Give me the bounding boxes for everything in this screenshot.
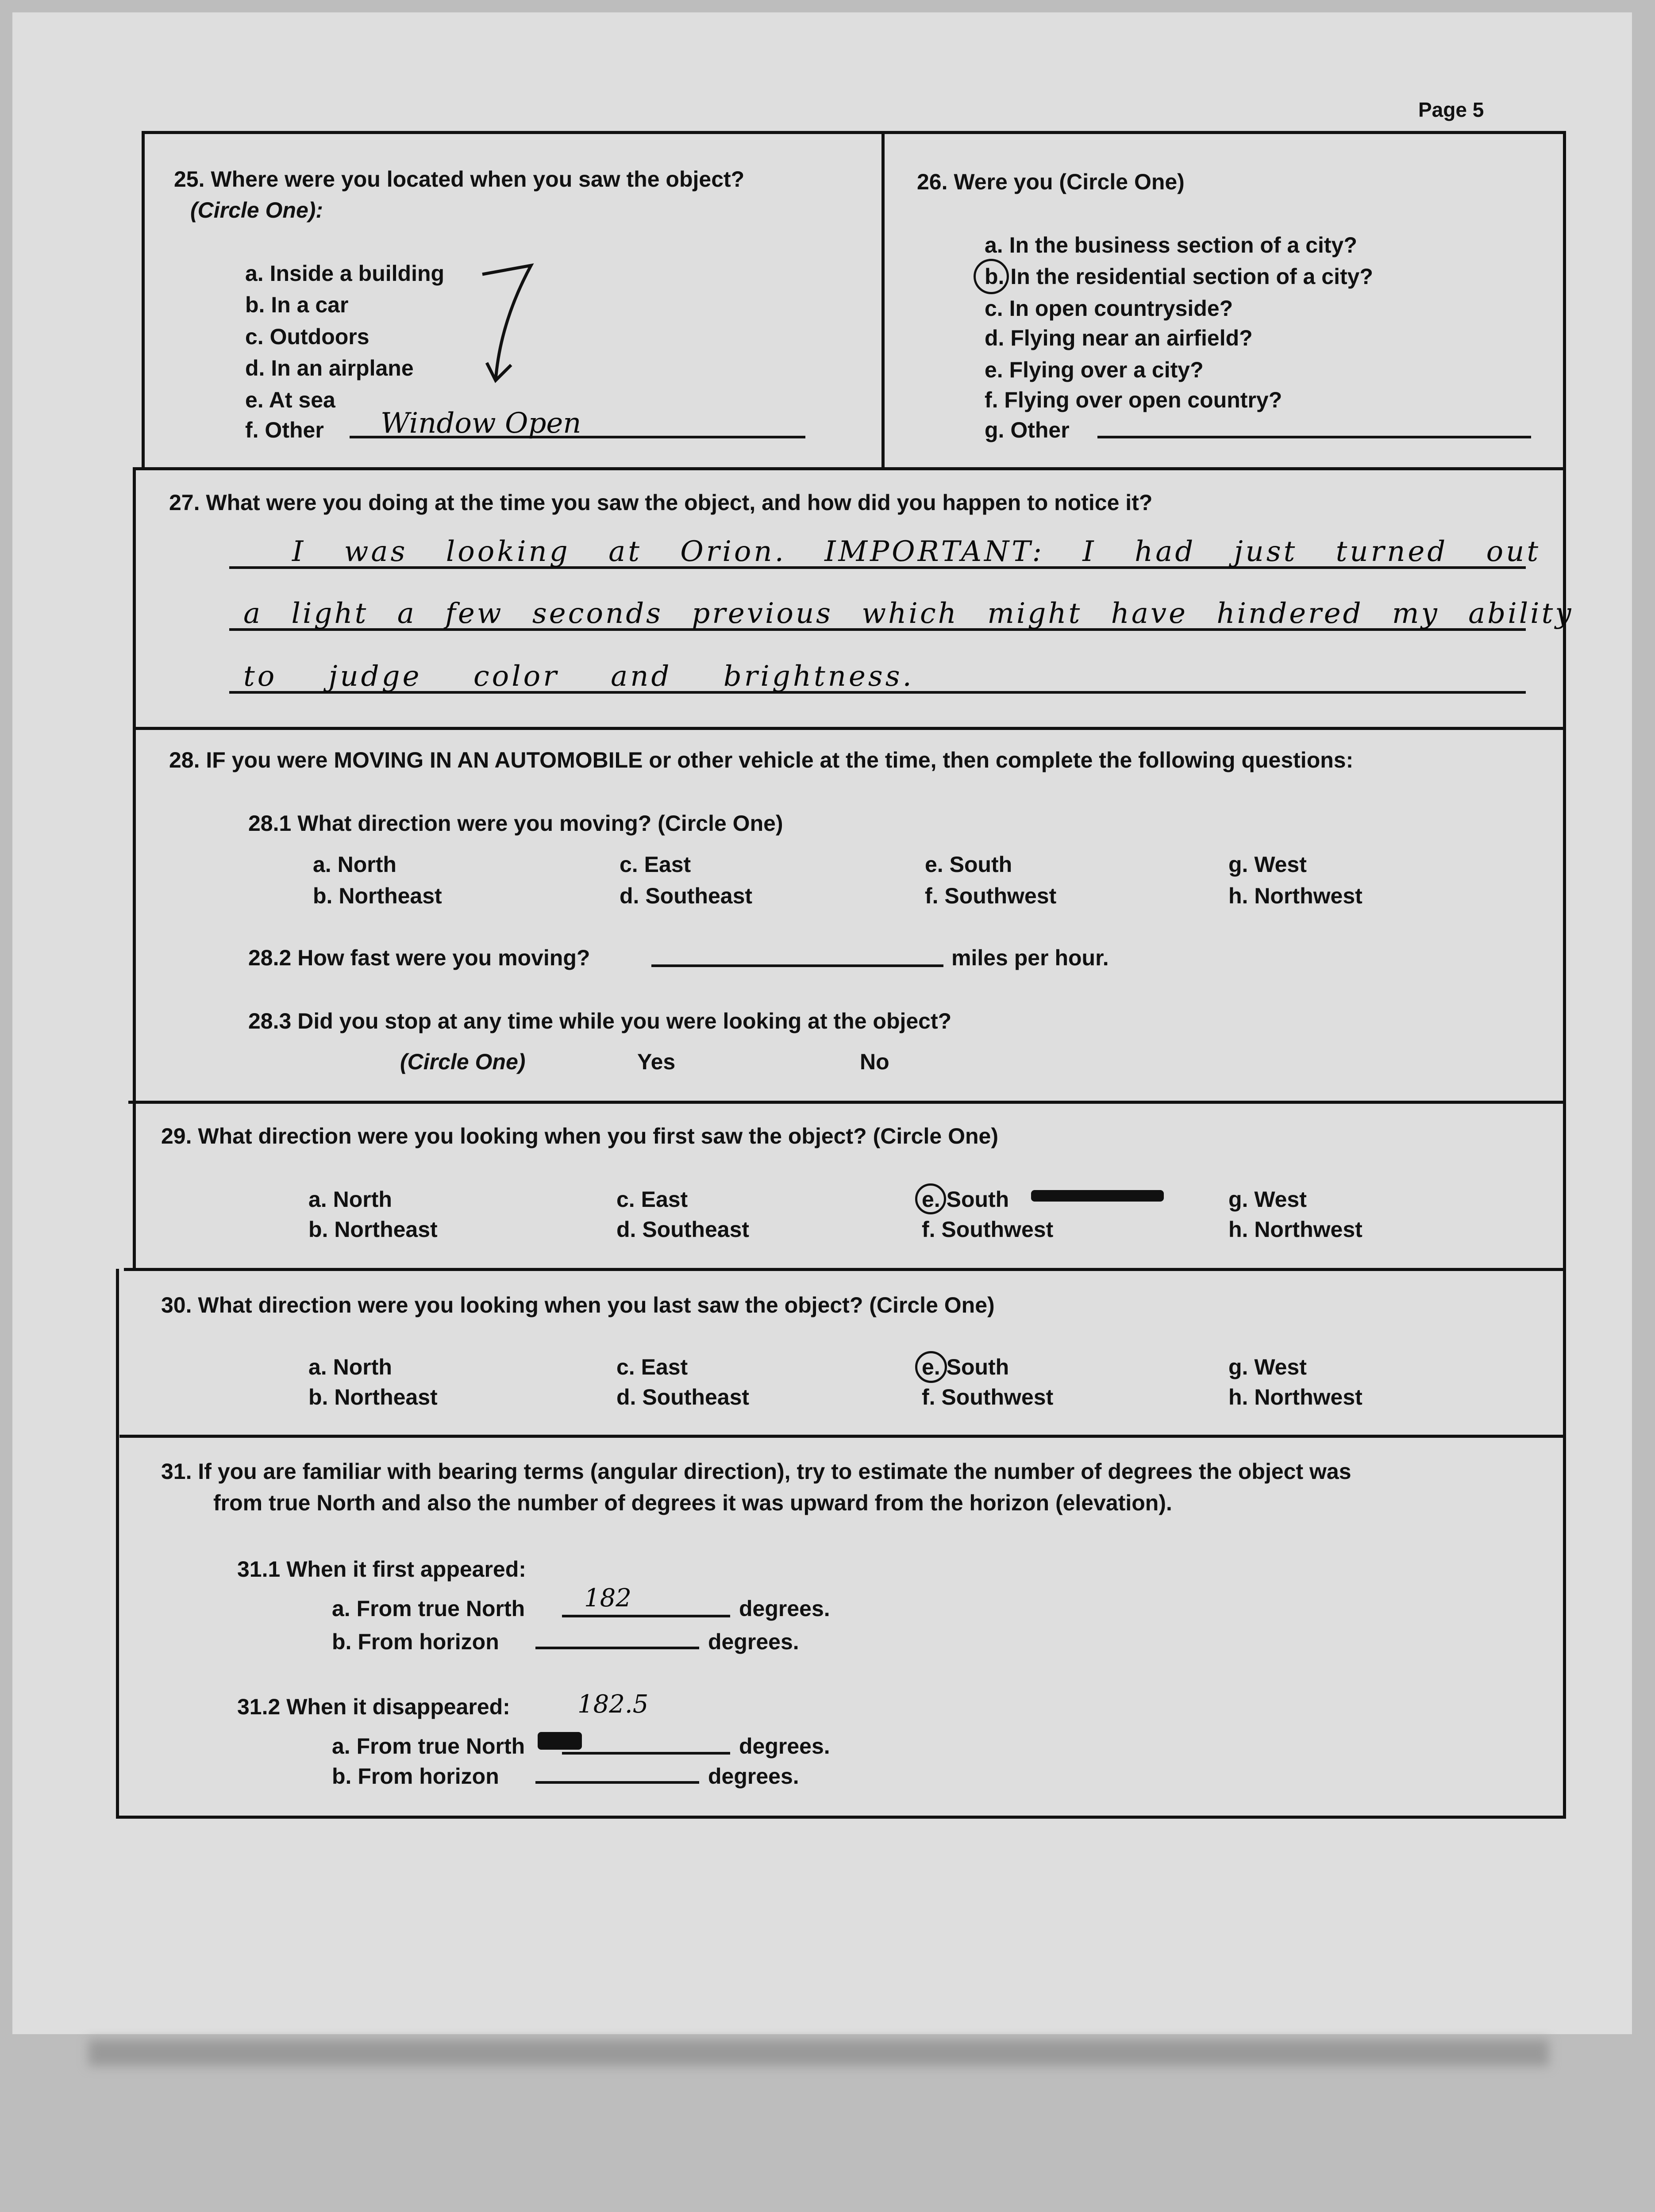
- option-no[interactable]: No: [860, 1049, 889, 1074]
- degrees-unit: degrees.: [739, 1734, 830, 1759]
- divider-28: [133, 727, 1565, 730]
- question-28-2: 28.2 How fast were you moving?: [248, 945, 590, 970]
- form-border-top: [142, 131, 1565, 134]
- selection-circle: [915, 1351, 947, 1383]
- option-a[interactable]: a. Inside a building: [245, 261, 445, 286]
- option-d[interactable]: d. Southeast: [616, 1385, 750, 1409]
- horizon-input-line[interactable]: [535, 1647, 699, 1649]
- from-true-north-label: a. From true North: [332, 1596, 525, 1621]
- question-text-line2: from true North and also the number of degrees it was upward from the horizon (elevation).: [213, 1490, 1172, 1515]
- option-f[interactable]: f. Southwest: [925, 883, 1057, 908]
- option-h[interactable]: h. Northwest: [1228, 1385, 1362, 1409]
- question-text: 28. IF you were MOVING IN AN AUTOMOBILE or other vehicle at the time, then complete the following questions:: [169, 748, 1354, 772]
- true-north-input-line[interactable]: [562, 1615, 730, 1617]
- option-g[interactable]: g. West: [1228, 852, 1307, 877]
- option-c[interactable]: c. East: [620, 852, 691, 877]
- arrow-annotation-icon: [478, 257, 549, 389]
- divider-29: [128, 1101, 1565, 1104]
- answer-text-1[interactable]: I was looking at Orion. IMPORTANT: I had just turned out: [292, 535, 1541, 568]
- page-number: Page 5: [1418, 98, 1484, 121]
- selection-circle: [915, 1183, 946, 1214]
- option-d[interactable]: d. Southeast: [616, 1217, 750, 1242]
- degrees-unit: degrees.: [739, 1596, 830, 1621]
- true-north-input-line[interactable]: [562, 1752, 730, 1755]
- question-text: 26. Were you (Circle One): [917, 169, 1185, 194]
- option-g[interactable]: g. Other: [985, 418, 1070, 442]
- option-b[interactable]: b. In the residential section of a city?: [985, 264, 1373, 289]
- option-b[interactable]: b. Northeast: [308, 1217, 438, 1242]
- divider-31: [119, 1435, 1565, 1438]
- speed-unit: miles per hour.: [951, 945, 1109, 970]
- option-a[interactable]: a. North: [313, 852, 396, 877]
- form-border-bottom: [116, 1816, 1566, 1819]
- option-e[interactable]: e. Flying over a city?: [985, 357, 1204, 382]
- scan-shadow: [89, 2039, 1549, 2066]
- option-f[interactable]: f. Flying over open country?: [985, 388, 1282, 412]
- disappeared-note[interactable]: 182.5: [577, 1690, 649, 1719]
- option-c[interactable]: c. In open countryside?: [985, 296, 1233, 321]
- form-border-right: [1563, 131, 1566, 1818]
- question-text-line1: 31. If you are familiar with bearing terms (angular direction), try to estimate the number of degrees the object was: [161, 1459, 1351, 1484]
- option-g[interactable]: g. West: [1228, 1187, 1307, 1212]
- divider-27: [133, 467, 1565, 470]
- option-d[interactable]: d. Flying near an airfield?: [985, 326, 1253, 350]
- true-north-value[interactable]: 182: [584, 1584, 631, 1613]
- instruction: (Circle One): [400, 1049, 526, 1074]
- answer-text-2[interactable]: a light a few seconds previous which might have hindered my ability: [243, 597, 1574, 630]
- option-f[interactable]: f. Other: [245, 418, 324, 442]
- option-a[interactable]: a. North: [308, 1355, 392, 1379]
- form-border-left-top: [142, 131, 145, 467]
- divider-30: [124, 1268, 1565, 1271]
- from-horizon-label: b. From horizon: [332, 1629, 499, 1654]
- option-c[interactable]: c. Outdoors: [245, 324, 369, 349]
- option-e[interactable]: e. South: [925, 852, 1012, 877]
- question-text: 30. What direction were you looking when you last saw the object? (Circle One): [161, 1293, 995, 1317]
- question-31-2: 31.2 When it disappeared:: [237, 1694, 510, 1719]
- option-d[interactable]: d. In an airplane: [245, 356, 414, 380]
- option-h[interactable]: h. Northwest: [1228, 883, 1362, 908]
- scribble-redaction: [538, 1732, 582, 1750]
- question-28-3: 28.3 Did you stop at any time while you were looking at the object?: [248, 1009, 952, 1033]
- from-horizon-label: b. From horizon: [332, 1764, 499, 1789]
- question-text: 29. What direction were you looking when you first saw the object? (Circle One): [161, 1124, 998, 1148]
- option-f[interactable]: f. Southwest: [922, 1385, 1054, 1409]
- question-text: 27. What were you doing at the time you saw the object, and how did you happen to notice it?: [169, 490, 1153, 515]
- from-true-north-label: a. From true North: [332, 1734, 525, 1759]
- degrees-unit: degrees.: [708, 1764, 799, 1789]
- option-c[interactable]: c. East: [616, 1187, 688, 1212]
- option-b[interactable]: b. In a car: [245, 292, 349, 317]
- degrees-unit: degrees.: [708, 1629, 799, 1654]
- divider-25-26: [881, 131, 885, 467]
- option-d[interactable]: d. Southeast: [620, 883, 753, 908]
- option-g[interactable]: g. West: [1228, 1355, 1307, 1379]
- option-a[interactable]: a. In the business section of a city?: [985, 233, 1357, 257]
- other-answer-line: [1097, 436, 1531, 438]
- option-b[interactable]: b. Northeast: [313, 883, 442, 908]
- option-b[interactable]: b. Northeast: [308, 1385, 438, 1409]
- form-border-left-mid: [133, 467, 136, 1269]
- option-f[interactable]: f. Southwest: [922, 1217, 1054, 1242]
- option-e[interactable]: e. South: [922, 1355, 1009, 1379]
- instruction: (Circle One):: [190, 198, 323, 223]
- speed-input-line[interactable]: [651, 964, 943, 967]
- option-h[interactable]: h. Northwest: [1228, 1217, 1362, 1242]
- horizon-input-line[interactable]: [535, 1781, 699, 1784]
- option-e[interactable]: e. At sea: [245, 388, 335, 412]
- option-c[interactable]: c. East: [616, 1355, 688, 1379]
- option-e[interactable]: e. South: [922, 1187, 1009, 1212]
- question-text: 25. Where were you located when you saw the object?: [174, 167, 745, 192]
- scribble-redaction: [1031, 1190, 1164, 1202]
- selection-circle: [974, 259, 1009, 294]
- other-answer-handwritten[interactable]: Window Open: [381, 407, 581, 440]
- form-border-left-bottom: [116, 1269, 119, 1818]
- question-31-1: 31.1 When it first appeared:: [237, 1557, 526, 1582]
- question-28-1: 28.1 What direction were you moving? (Circle One): [248, 811, 783, 836]
- option-a[interactable]: a. North: [308, 1187, 392, 1212]
- answer-text-3[interactable]: to judge color and brightness.: [243, 660, 914, 693]
- option-yes[interactable]: Yes: [637, 1049, 676, 1074]
